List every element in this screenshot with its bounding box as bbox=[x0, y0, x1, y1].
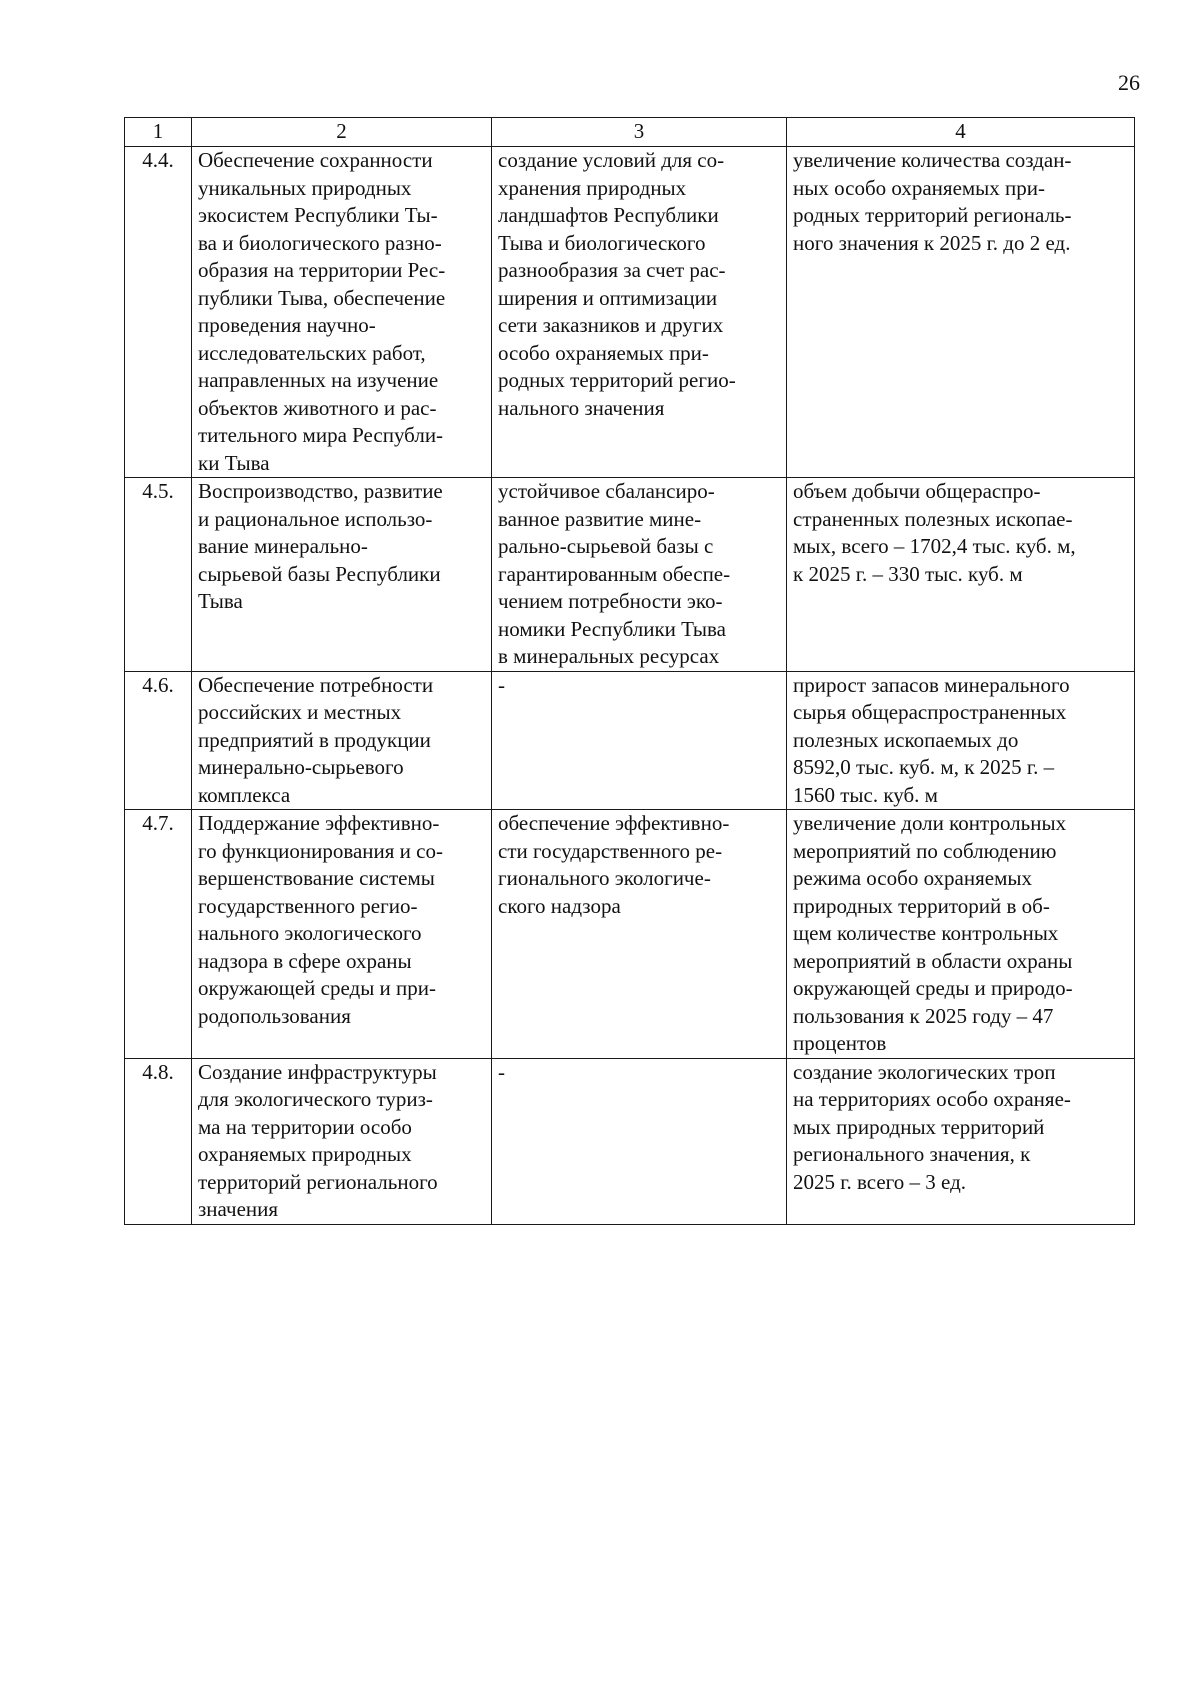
header-col-4: 4 bbox=[787, 118, 1135, 147]
indicator-text: создание экологических троп на территориях особо охраняе- мых природных территорий регионального значения, к 2025 г. всего – 3 ед. bbox=[793, 1059, 1071, 1194]
task-text: Создание инфраструктуры для экологического туриз- ма на территории особо охраняемых природных территорий регионального значения bbox=[198, 1059, 438, 1221]
task-cell bbox=[192, 147, 492, 478]
task-text: Обеспечение сохранности уникальных природных экосистем Республики Ты- ва и биологического разно- образия на территории Рес- публики Тыва, обеспечение проведения научно- исследовательских работ, направленных на изучение объектов животного и рас- тительного мира Республи- ки Тыва bbox=[198, 148, 446, 475]
result-text: создание условий для со- хранения природных ландшафтов Республики Тыва и биологического разнообразия за счет рас- ширения и оптимизации сети заказников и других особо охраняемых при- родных территорий регио- нального значения bbox=[498, 148, 736, 420]
result-text: обеспечение эффективно- сти государственного ре- гионального экологиче- ского надзора bbox=[498, 811, 730, 918]
table-row bbox=[125, 1058, 1135, 1224]
task-text: Воспроизводство, развитие и рациональное использо- вание минерально- сырьевой базы Республики Тыва bbox=[198, 479, 443, 613]
indicator-text: прирост запасов минерального сырья общераспространенных полезных ископаемых до 8592,0 тыс. куб. м, к 2025 г. – 1560 тыс. куб. м bbox=[793, 672, 1070, 807]
result-cell bbox=[492, 810, 787, 1059]
indicator-text: увеличение доли контрольных мероприятий по соблюдению режима особо охраняемых природных территорий в об- щем количестве контрольных мероприятий в области охраны окружающей среды и природо- пользования к 2025 году – 47 процентов bbox=[793, 811, 1073, 1055]
result-cell bbox=[492, 478, 787, 672]
row-number: 4.7. bbox=[125, 810, 192, 1059]
indicator-text: увеличение количества создан- ных особо охраняемых при- родных территорий региональ- ного значения к 2025 г. до 2 ед. bbox=[793, 148, 1072, 255]
row-number: 4.5. bbox=[125, 478, 192, 672]
indicator-cell bbox=[787, 1058, 1135, 1224]
indicator-cell bbox=[787, 810, 1135, 1059]
table-row bbox=[125, 671, 1135, 810]
row-number: 4.6. bbox=[125, 671, 192, 810]
indicator-cell bbox=[787, 478, 1135, 672]
program-table bbox=[124, 117, 1135, 1225]
task-cell bbox=[192, 1058, 492, 1224]
page-number: 26 bbox=[1118, 70, 1140, 95]
header-row bbox=[125, 118, 1135, 147]
result-cell bbox=[492, 671, 787, 810]
result-text: - bbox=[498, 672, 505, 697]
task-text: Поддержание эффективно- го функционирования и со- вершенствование системы государственного регио- нального экологического надзора в сфере охраны окружающей среды и при- родопользования bbox=[198, 811, 443, 1028]
table-row bbox=[125, 147, 1135, 478]
row-number: 4.4. bbox=[125, 147, 192, 478]
header-col-3: 3 bbox=[492, 118, 787, 147]
indicator-cell bbox=[787, 147, 1135, 478]
header-col-2: 2 bbox=[192, 118, 492, 147]
result-text: - bbox=[498, 1059, 505, 1084]
row-number: 4.8. bbox=[125, 1058, 192, 1224]
indicator-text: объем добычи общераспро- страненных полезных ископае- мых, всего – 1702,4 тыс. куб. м, к 2025 г. – 330 тыс. куб. м bbox=[793, 479, 1076, 586]
result-cell bbox=[492, 1058, 787, 1224]
task-cell bbox=[192, 810, 492, 1059]
indicator-cell bbox=[787, 671, 1135, 810]
result-cell bbox=[492, 147, 787, 478]
task-cell bbox=[192, 671, 492, 810]
task-cell bbox=[192, 478, 492, 672]
task-text: Обеспечение потребности российских и местных предприятий в продукции минерально-сырьевого комплекса bbox=[198, 672, 434, 807]
header-col-1: 1 bbox=[125, 118, 192, 147]
table-row bbox=[125, 810, 1135, 1059]
result-text: устойчивое сбалансиро- ванное развитие мине- рально-сырьевой базы с гарантированным обеспе- чением потребности эко- номики Республики Тыва в минеральных ресурсах bbox=[498, 479, 731, 668]
table-row bbox=[125, 478, 1135, 672]
